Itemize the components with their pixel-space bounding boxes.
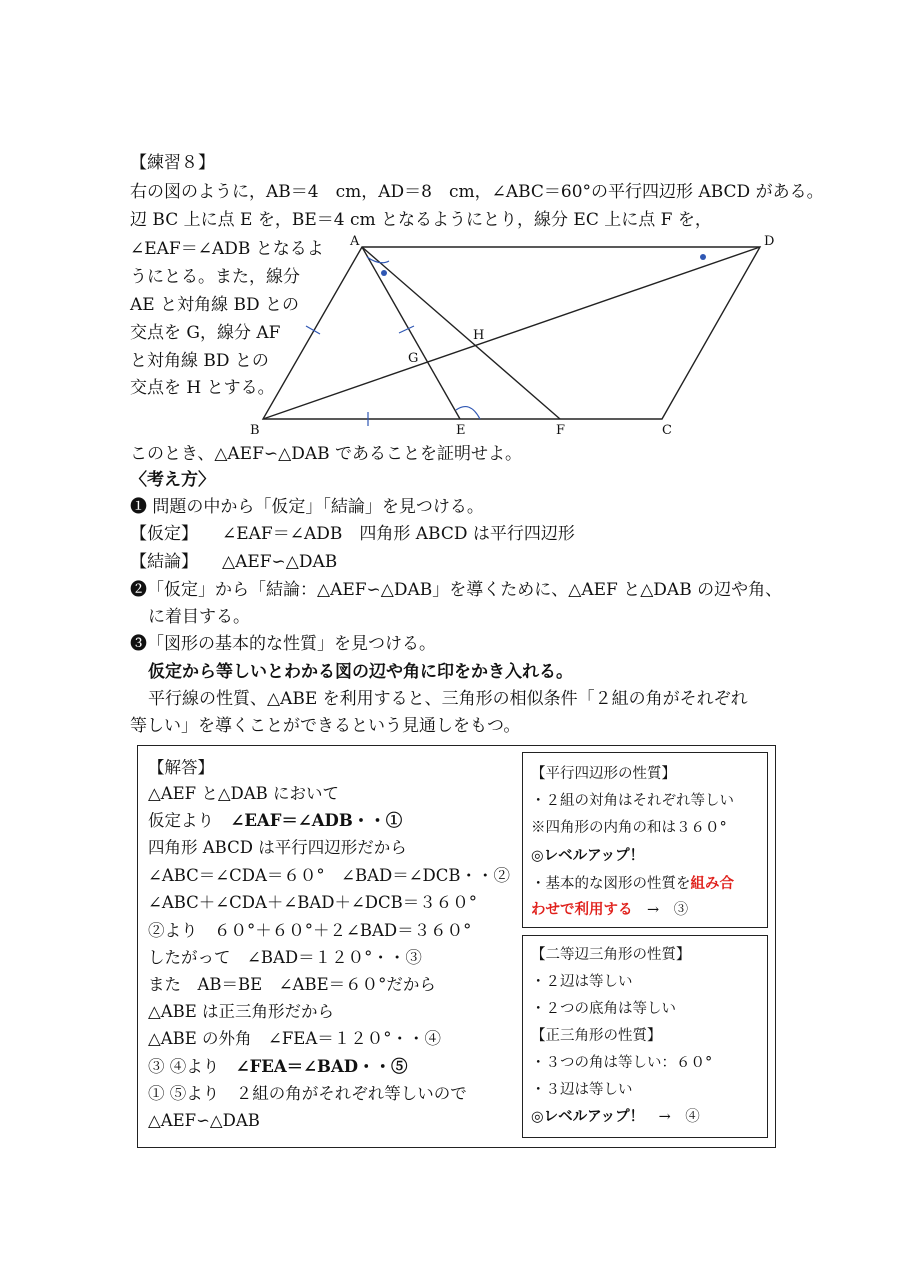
side1-line-5	[531, 899, 688, 921]
prove-statement: このとき、△AEF∽△DAB であることを証明せよ。	[130, 444, 522, 464]
answer-line-12: ① ⑤より ２組の角がそれぞれ等しいので	[148, 1084, 467, 1103]
answer-line-1: △AEF と△DAB において	[148, 784, 340, 803]
answer-line-5: ∠ABC＋∠CDA＋∠BAD＋∠DCB＝３６０°	[148, 893, 478, 912]
side1-line-1: ・２組の対角はそれぞれ等しい	[531, 793, 734, 809]
side1-line-4-red: 組み合	[690, 875, 734, 892]
step-2-text-b: に着目する。	[148, 607, 250, 627]
step-1	[130, 494, 484, 520]
problem-line-5: AE と対角線 BD との	[130, 295, 300, 315]
step-3-text-d: 等しい」を導くことができるという見通しをもつ。	[130, 716, 521, 736]
figure-lines	[263, 247, 760, 419]
approach-heading: 〈考え方〉	[130, 470, 215, 490]
step-3-number: ❸	[130, 634, 147, 654]
problem-line-8: 交点を H とする。	[130, 378, 275, 398]
answer-line-9: △ABE は正三角形だから	[148, 1002, 335, 1021]
answer-bold-1: ∠EAF＝∠ADB・・①	[230, 811, 403, 830]
side2-line-6	[531, 1106, 700, 1128]
step-3-text: 「図形の基本的な性質」を見つける。	[147, 634, 436, 654]
side1-line-2: ※四角形の内角の和は３６０°	[531, 820, 727, 836]
side2-line-4: ・３つの角は等しい：６０°	[531, 1055, 713, 1071]
segment-af	[362, 247, 560, 419]
assumption-text: ∠EAF＝∠ADB 四角形 ABCD は平行四辺形	[222, 524, 575, 544]
answer-line-4: ∠ABC＝∠CDA＝６０° ∠BAD＝∠DCB・・②	[148, 866, 511, 885]
side1-level-up: ◎レベルアップ！	[531, 847, 645, 864]
step-2-text-a: 「仮定」から「結論：△AEF∽△DAB」を導くために、△AEF と△DAB の辺や角、	[147, 580, 783, 600]
side2-subtitle: 【正三角形の性質】	[531, 1028, 662, 1044]
side1-line-4	[531, 873, 734, 895]
angle-dot-a	[381, 270, 387, 276]
step-1-text: 問題の中から「仮定」「結論」を見つける。	[152, 497, 484, 517]
answer-line-8: また AB＝BE ∠ABE＝６０°だから	[148, 975, 436, 994]
side1-title: 【平行四辺形の性質】	[531, 766, 676, 782]
problem-line-4: うにとる。また，線分	[130, 267, 300, 287]
answer-line-11-text: ③ ④より	[148, 1057, 236, 1076]
assumption-label: 【仮定】	[130, 524, 198, 544]
conclusion-text: △AEF∽△DAB	[222, 552, 338, 572]
side2-line-2: ・２つの底角は等しい	[531, 1001, 676, 1017]
conclusion-label: 【結論】	[130, 552, 198, 572]
parallelogram-figure	[0, 0, 905, 440]
label-g: G	[408, 351, 419, 366]
step-3-bold: 仮定から等しいとわかる図の辺や角に印をかき入れる。	[148, 662, 573, 682]
exercise-title: 【練習８】	[130, 153, 215, 173]
answer-line-10: △ABE の外角 ∠FEA＝１２０°・・④	[148, 1029, 442, 1048]
answer-line-7: したがって ∠BAD＝１２０°・・③	[148, 948, 422, 967]
answer-line-2	[148, 809, 402, 833]
side1-line-5-arrow: → ③	[632, 902, 689, 918]
label-d: D	[764, 234, 775, 249]
answer-line-11	[148, 1055, 408, 1079]
side1-line-5-red: わせで利用する	[531, 901, 633, 918]
side2-line-5: ・３辺は等しい	[531, 1082, 633, 1098]
label-f: F	[556, 423, 566, 438]
answer-line-6: ②より ６０°＋６０°＋２∠BAD＝３６０°	[148, 921, 472, 940]
side1-line-4-text: ・基本的な図形の性質を	[531, 876, 691, 892]
label-h: H	[473, 328, 485, 343]
answer-title: 【解答】	[148, 758, 214, 777]
answer-line-13: △AEF∽△DAB	[148, 1111, 260, 1130]
tick-ae	[399, 326, 414, 333]
problem-line-2: 辺 BC 上に点 E を，BE＝4 cm となるようにとり，線分 EC 上に点 F を，	[130, 210, 712, 230]
angle-dot-d	[700, 254, 706, 260]
side2-title: 【二等辺三角形の性質】	[531, 947, 691, 963]
problem-line-7: と対角線 BD との	[130, 351, 269, 371]
problem-line-3: ∠EAF＝∠ADB となるよ	[130, 239, 324, 259]
side2-line-6-arrow: → ④	[644, 1109, 700, 1125]
step-3	[130, 631, 436, 657]
segment-ae	[362, 247, 460, 419]
step-2-number: ❷	[130, 580, 147, 600]
label-a: A	[350, 234, 360, 249]
diagonal-bd	[263, 247, 760, 419]
side2-line-1: ・２辺は等しい	[531, 974, 633, 990]
label-c: C	[662, 423, 672, 438]
label-b: B	[250, 423, 260, 438]
answer-bold-2: ∠FEA＝∠BAD・・⑤	[235, 1057, 408, 1076]
answer-line-3: 四角形 ABCD は平行四辺形だから	[148, 838, 407, 857]
answer-line-2-text: 仮定より	[148, 811, 231, 830]
problem-line-1: 右の図のように，AB＝4 cm，AD＝8 cm，∠ABC＝60°の平行四辺形 ABCD がある。	[130, 182, 824, 202]
side2-level-up: ◎レベルアップ！	[531, 1108, 645, 1125]
step-2	[130, 577, 782, 603]
figure-marks	[306, 257, 480, 426]
step-1-number: ❶	[130, 497, 147, 517]
label-e: E	[456, 423, 466, 438]
problem-line-6: 交点を G，線分 AF	[130, 323, 281, 343]
step-3-text-c: 平行線の性質、△ABE を利用すると、三角形の相似条件「２組の角がそれぞれ	[148, 689, 748, 709]
